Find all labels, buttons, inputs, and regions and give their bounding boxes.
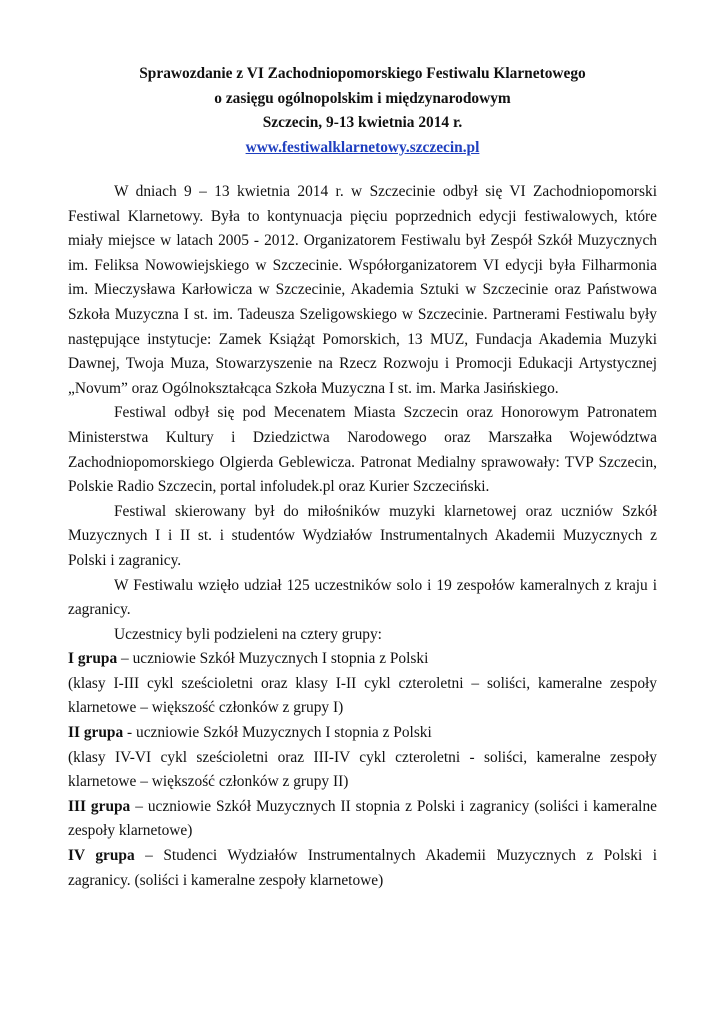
group-1-detail: (klasy I-III cykl sześcioletni oraz klasy I-II cykl czteroletni – soliści, kameralne zespoły klarnetowe – większość członków z grupy I)	[68, 674, 657, 717]
group-4-text: – Studenci Wydziałów Instrumentalnych Akademii Muzycznych z Polski i zagranicy. (soliści i kameralne zespoły klarnetowe)	[68, 847, 658, 889]
festival-website-link[interactable]: www.festiwalklarnetowy.szczecin.pl	[245, 138, 480, 156]
group-2-detail: (klasy IV-VI cykl sześcioletni oraz III-IV cykl czteroletni - soliści, kameralne zespoły klarnetowe – większość członków z grupy II)	[68, 748, 657, 791]
group-4	[68, 844, 657, 893]
paragraph-audience: Festiwal skierowany był do miłośników muzyki klarnetowej oraz uczniów Szkół Muzycznych I i II st. i studentów Wydziałów Instrumentalnych Akademii Muzycznych z Polski i zagranicy.	[68, 502, 657, 569]
paragraph-groups-intro: Uczestnicy byli podzieleni na cztery grupy:	[114, 625, 382, 643]
group-4-label: IV grupa	[68, 847, 135, 865]
group-3-label: III grupa	[68, 797, 131, 815]
report-date-place: Szczecin, 9-13 kwietnia 2014 r.	[262, 114, 463, 131]
group-2	[68, 721, 657, 746]
group-2-label: II grupa	[68, 724, 124, 742]
group-2-text: - uczniowie Szkół Muzycznych I stopnia z Polski	[123, 724, 432, 742]
paragraph-organizers: W dniach 9 – 13 kwietnia 2014 r. w Szczecinie odbył się VI Zachodniopomorski Festiwal Klarnetowy. Była to kontynuacja pięciu poprzednich edycji festiwalowych, które miały miejsce w latach 2005 - 2012. Organizatorem Festiwalu był Zespół Szkół Muzycznych im. Feliksa Nowowiejskiego w Szczecinie. Współorganizatorem VI edycji była Filharmonia im. Mieczysława Karłowicza w Szczecinie, Akademia Sztuki w Szczecinie oraz Państwowa Szkoła Muzyczna I st. im. Tadeusza Szeligowskiego w Szczecinie. Partnerami Festiwalu były następujące instytucje: Zamek Książąt Pomorskich, 13 MUZ, Fundacja Akademia Muzyki Dawnej, Twoja Muza, Stowarzyszenie na Rzecz Rozwoju i Promocji Edukacji Artystycznej „Novum” oraz Ogólnokształcąca Szkoła Muzyczna I st. im. Marka Jasińskiego.	[68, 183, 657, 397]
group-1	[68, 647, 657, 672]
group-3-text: – uczniowie Szkół Muzycznych II stopnia z Polski i zagranicy (soliści i kameralne zespoły klarnetowe)	[68, 797, 657, 840]
report-subtitle: o zasięgu ogólnopolskim i międzynarodowym	[214, 89, 511, 107]
group-1-text: – uczniowie Szkół Muzycznych I stopnia z Polski	[117, 650, 429, 668]
group-1-label: I grupa	[68, 650, 118, 668]
report-body	[68, 180, 657, 893]
report-title: Sprawozdanie z VI Zachodniopomorskiego Festiwalu Klarnetowego	[139, 65, 586, 82]
paragraph-participants: W Festiwalu wzięło udział 125 uczestników solo i 19 zespołów kameralnych z kraju i zagranicy.	[68, 576, 657, 619]
report-header	[68, 62, 657, 160]
paragraph-patronage: Festiwal odbył się pod Mecenatem Miasta Szczecin oraz Honorowym Patronatem Ministerstwa Kultury i Dziedzictwa Narodowego oraz Marszałka Województwa Zachodniopomorskiego Olgierda Geblewicza. Patronat Medialny sprawowały: TVP Szczecin, Polskie Radio Szczecin, portal infoludek.pl oraz Kurier Szczeciński.	[68, 404, 657, 496]
group-3	[68, 795, 657, 844]
